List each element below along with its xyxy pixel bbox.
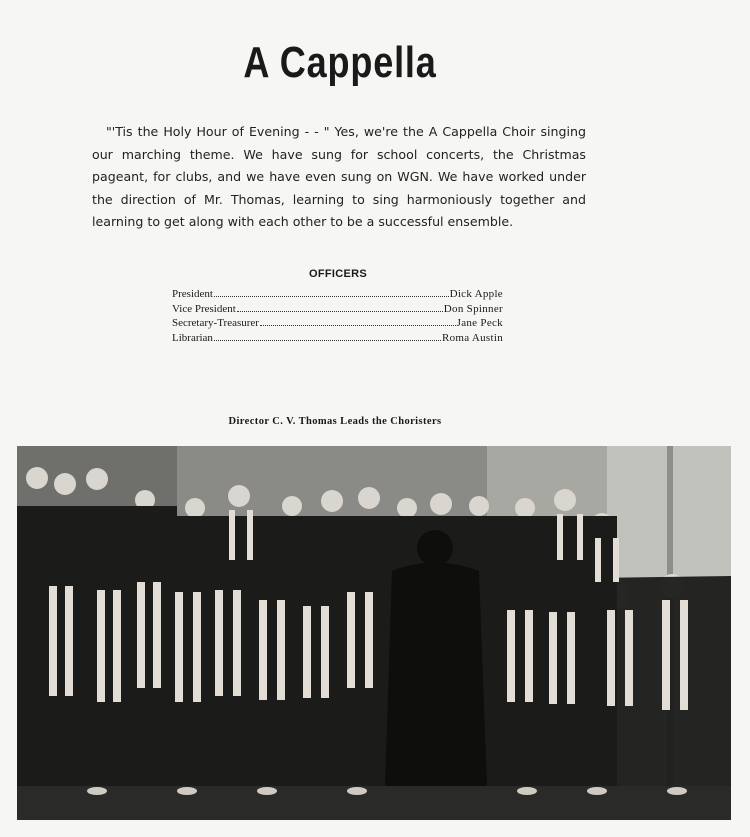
officer-name: Roma Austin — [441, 331, 503, 344]
page-title: A Cappella — [243, 38, 437, 87]
officer-row — [172, 302, 503, 317]
officer-name: Jane Peck — [456, 317, 503, 329]
leader-dots — [260, 324, 456, 326]
officer-role: Vice President — [172, 302, 236, 315]
leader-dots — [214, 339, 441, 341]
officer-row — [172, 287, 503, 302]
officer-role: President — [172, 288, 213, 300]
officer-name: Don Spinner — [443, 302, 503, 315]
intro-paragraph: "'Tis the Holy Hour of Evening - - " Yes, we're the A Cappella Choir singing our marching theme. We have sung for school concerts, the Christmas pageant, for clubs, and we have even sung on WGN. We have worked under the direction of Mr. Thomas, learning to sing harmoniously together and learning to get along with each other to be a successful ensemble. — [92, 124, 586, 229]
officer-role: Secretary-Treasurer — [172, 317, 259, 329]
leader-dots — [214, 295, 449, 297]
photo-caption: Director C. V. Thomas Leads the Choristers — [228, 416, 442, 427]
officer-row — [172, 316, 503, 331]
choir-photo-illustration — [17, 446, 731, 820]
officer-role: Librarian — [172, 331, 213, 344]
officer-row — [172, 331, 503, 346]
choir-photo — [17, 446, 731, 820]
officers-heading: OFFICERS — [308, 268, 367, 280]
leader-dots — [237, 310, 443, 312]
officer-name: Dick Apple — [449, 288, 503, 300]
officers-list — [172, 287, 503, 345]
